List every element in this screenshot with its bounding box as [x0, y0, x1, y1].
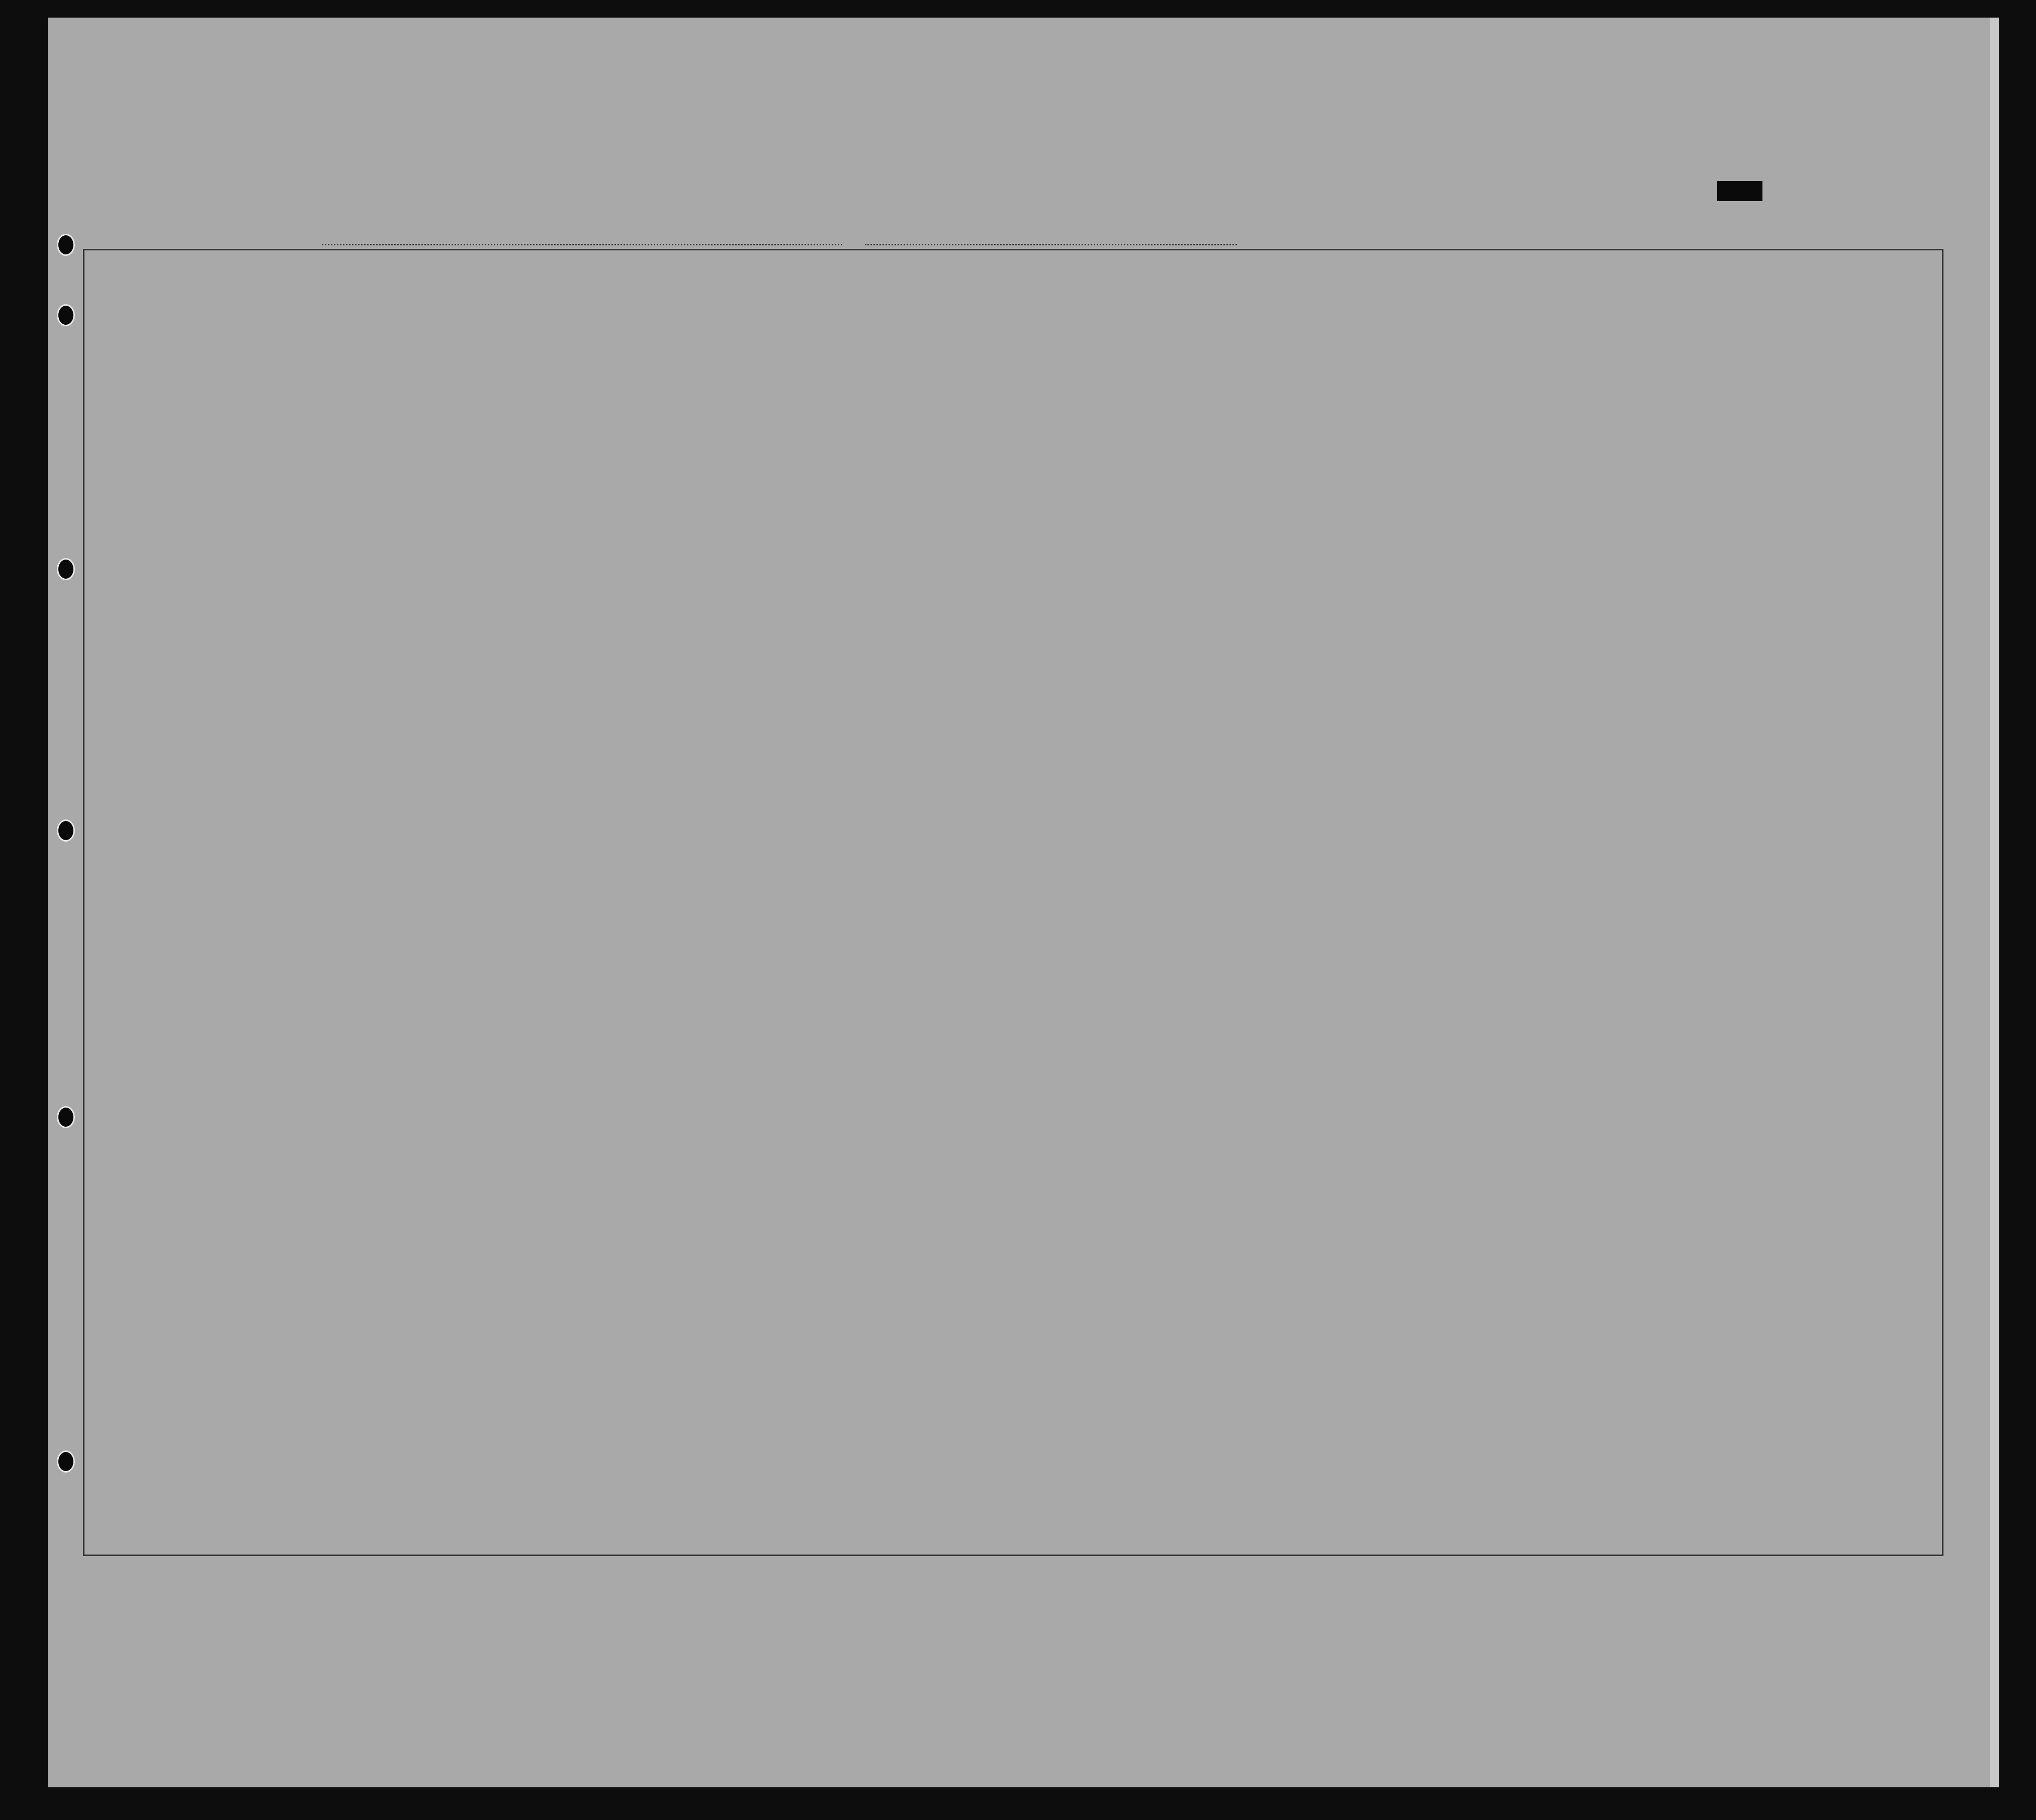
manifest-table: [83, 249, 1943, 1556]
manifest-sheet: [48, 18, 1999, 1787]
redaction-block: [1717, 181, 1762, 201]
port-underline: [322, 244, 842, 245]
binder-hole: [57, 1450, 75, 1473]
binder-hole: [57, 304, 75, 326]
binder-hole: [57, 558, 75, 580]
binder-hole: [57, 1106, 75, 1128]
binder-hole: [57, 234, 75, 256]
date-underline: [865, 244, 1237, 245]
binder-hole: [57, 820, 75, 842]
